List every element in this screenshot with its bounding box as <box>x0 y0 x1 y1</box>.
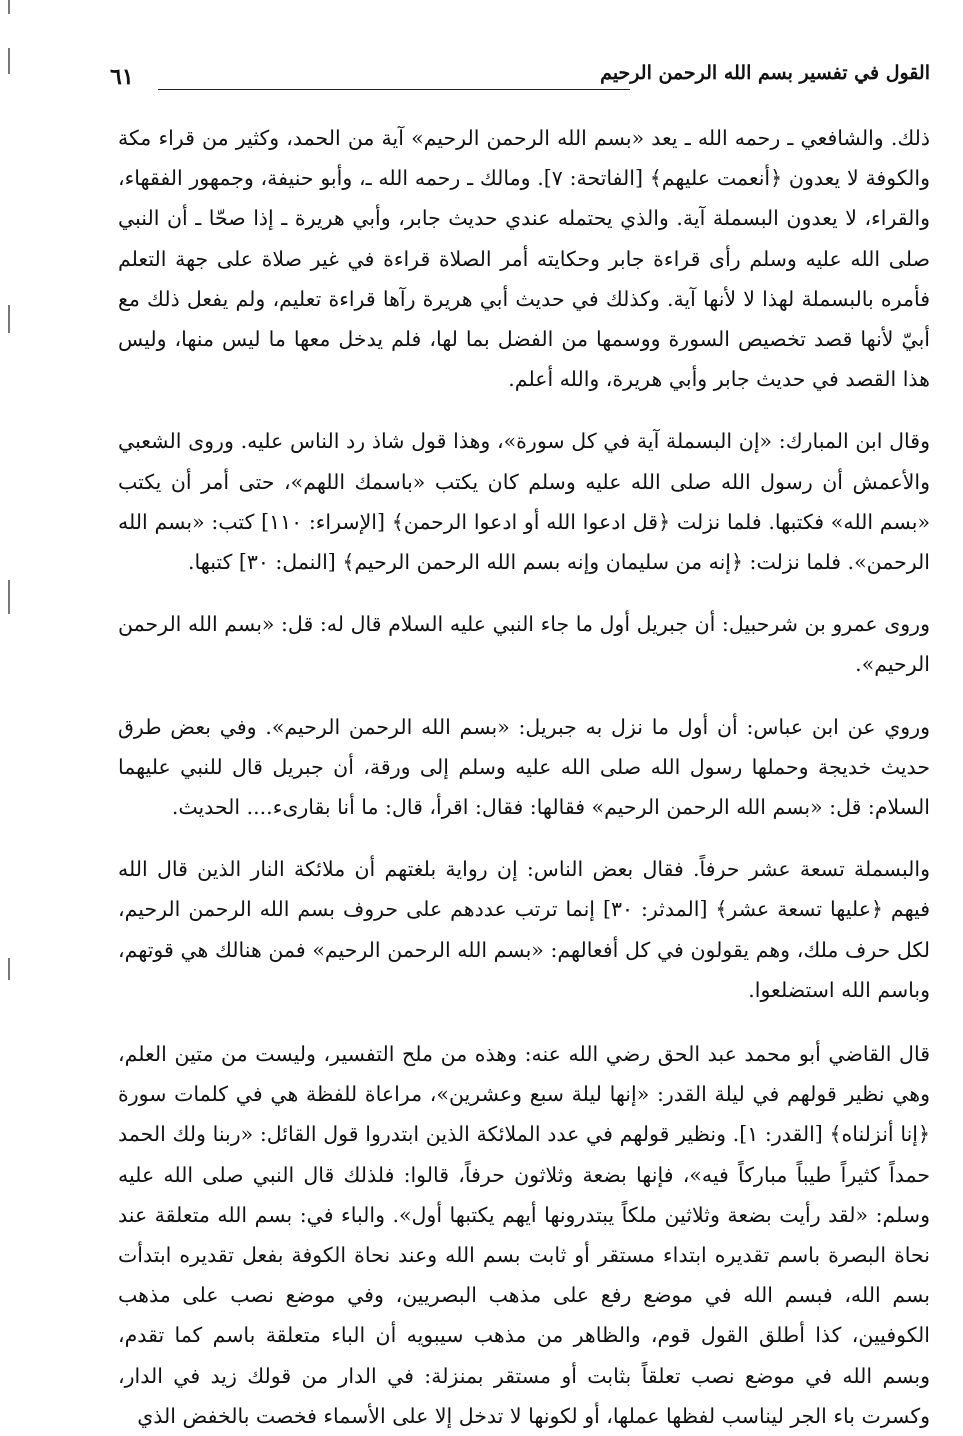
page-number: ٦١ <box>110 64 134 90</box>
page-body <box>118 118 930 1436</box>
paragraph: ذلك. والشافعي ـ رحمه الله ـ يعد «بسم الله الرحمن الرحيم» آية من الحمد، وكثير من قراء مكة والكوفة لا يعدون ﴿أنعمت عليهم﴾ [الفاتحة: ٧]. ومالك ـ رحمه الله ـ، وأبو حنيفة، وجمهور الفقهاء، والقراء، لا يعدون البسملة آية. والذي يحتمله عندي حديث جابر، وأبي هريرة ـ إذا صحّا ـ أن النبي صلى الله عليه وسلم رأى قراءة جابر وحكايته أمر الصلاة قراءة في غير صلاة على جهة التعلم فأمره بالبسملة لهذا لا لأنها آية. وكذلك في حديث أبي هريرة رآها قراءة تعليم، ولم يفعل ذلك مع أبيّ لأنها قصد تخصيص السورة ووسمها من الفضل بما لها، فلم يدخل معها ما ليس منها، وليس هذا القصد في حديث جابر وأبي هريرة، والله أعلم. <box>118 126 930 392</box>
page-header <box>110 62 930 102</box>
paragraph: وقال ابن المبارك: «إن البسملة آية في كل سورة»، وهذا قول شاذ رد الناس عليه. وروى الشعبي والأعمش أن رسول الله صلى الله عليه وسلم كان يكتب «باسمك اللهم»، حتى أمر أن يكتب «بسم الله» فكتبها. فلما نزلت ﴿قل ادعوا الله أو ادعوا الرحمن﴾ [الإسراء: ١١٠] كتب: «بسم الله الرحمن». فلما نزلت: ﴿إنه من سليمان وإنه بسم الله الرحمن الرحيم﴾ [النمل: ٣٠] كتبها. <box>118 429 930 575</box>
scan-mark <box>8 580 10 614</box>
scan-mark <box>8 305 10 333</box>
scan-mark <box>8 958 10 980</box>
paragraph: وروى عمرو بن شرحبيل: أن جبريل أول ما جاء النبي عليه السلام قال له: قل: «بسم الله الرحمن الرحيم». <box>118 612 930 677</box>
paragraph: قال القاضي أبو محمد عبد الحق رضي الله عنه: وهذه من ملح التفسير، وليست من متين العلم، وهي نظير قولهم في ليلة القدر: «إنها ليلة سبع وعشرين»، مراعاة للفظة هي في كلمات سورة ﴿إنا أنزلناه﴾ [القدر: ١]. ونظير قولهم في عدد الملائكة الذين ابتدروا قول القائل: «ربنا ولك الحمد حمداً كثيراً طيباً مباركاً فيه»، فإنها بضعة وثلاثون حرفاً، قالوا: فلذلك قال النبي صلى الله عليه وسلم: «لقد رأيت بضعة وثلاثين ملكاً يبتدرونها أيهم يكتبها أول». والباء في: بسم الله متعلقة عند نحاة البصرة باسم تقديره ابتداء مستقر أو ثابت بسم الله وعند نحاة الكوفة بفعل تقديره ابتدأت بسم الله، فبسم الله في موضع رفع على مذهب البصريين، وفي موضع نصب على مذهب الكوفيين، كذا أطلق القول قوم، والظاهر من مذهب سيبويه أن الباء متعلقة باسم كما تقدم، وبسم الله في موضع نصب تعلقاً بثابت أو مستقر بمنزلة: في الدار من قولك زيد في الدار، وكسرت باء الجر ليناسب لفظها عملها، أو لكونها لا تدخل إلا على الأسماء فخصت بالخفض الذي <box>118 1042 930 1428</box>
running-title: القول في تفسير بسم الله الرحمن الرحيم <box>600 62 930 84</box>
header-rule <box>158 89 630 90</box>
scan-mark <box>8 0 10 14</box>
paragraph: وروي عن ابن عباس: أن أول ما نزل به جبريل: «بسم الله الرحمن الرحيم». وفي بعض طرق حديث خديجة وحملها رسول الله صلى الله عليه وسلم إلى ورقة، أن جبريل قال للنبي عليهما السلام: قل: «بسم الله الرحمن الرحيم» فقالها: فقال: اقرأ، قال: ما أنا بقارىء.... الحديث. <box>118 714 930 820</box>
scan-mark <box>8 48 10 74</box>
paragraph: والبسملة تسعة عشر حرفاً. فقال بعض الناس: إن رواية بلغتهم أن ملائكة النار الذين قال الله فيهم ﴿عليها تسعة عشر﴾ [المدثر: ٣٠] إنما ترتب عددهم على حروف بسم الله الرحمن الرحيم، لكل حرف ملك، وهم يقولون في كل أفعالهم: «بسم الله الرحمن الرحيم» فمن هنالك هي قوتهم، وباسم الله استضلعوا. <box>118 857 931 1002</box>
